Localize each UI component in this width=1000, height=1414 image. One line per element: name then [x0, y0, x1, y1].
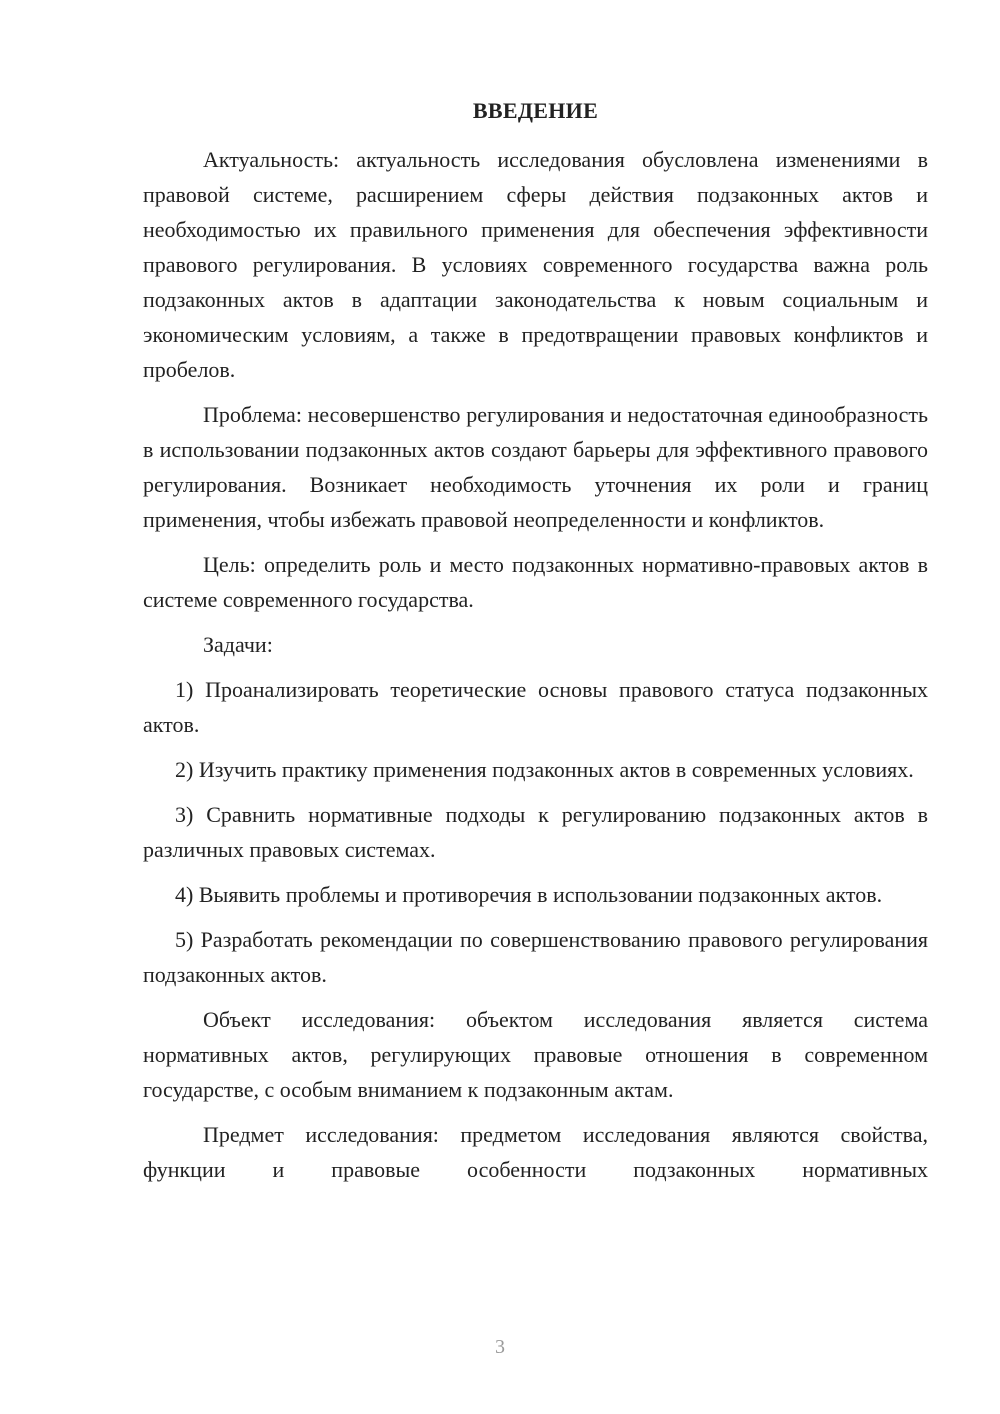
paragraph-subject: Предмет исследования: предметом исследования являются свойства, функции и правовые особенности подзаконных нормативных — [143, 1122, 928, 1182]
task-item: 1) Проанализировать теоретические основы правового статуса подзаконных актов. — [143, 677, 928, 737]
task-item: 5) Разработать рекомендации по совершенствованию правового регулирования подзаконных актов. — [143, 927, 928, 987]
task-item: 4) Выявить проблемы и противоречия в использовании подзаконных актов. — [175, 882, 883, 907]
section-heading: ВВЕДЕНИЕ — [472, 98, 599, 123]
task-item: 3) Сравнить нормативные подходы к регулированию подзаконных актов в различных правовых системах. — [143, 802, 928, 862]
paragraph-tasks-label: Задачи: — [203, 632, 273, 657]
task-item: 2) Изучить практику применения подзаконных актов в современных условиях. — [175, 757, 914, 782]
paragraph-object: Объект исследования: объектом исследования является система нормативных актов, регулирующих правовые отношения в современном государстве, с особым вниманием к подзаконным актам. — [143, 1007, 928, 1102]
paragraph-relevance: Актуальность: актуальность исследования обусловлена изменениями в правовой системе, расширением сферы действия подзаконных актов и необходимостью их правильного применения для обеспечения эффективности правового регулирования. В условиях современного государства важна роль подзаконных актов в адаптации законодательства к новым социальным и экономическим условиям, а также в предотвращении правовых конфликтов и пробелов. — [143, 147, 928, 382]
paragraph-goal: Цель: определить роль и место подзаконных нормативно-правовых актов в системе современного государства. — [143, 552, 928, 612]
page-number: 3 — [495, 1336, 505, 1358]
paragraph-problem: Проблема: несовершенство регулирования и недостаточная единообразность в использовании подзаконных актов создают барьеры для эффективного правового регулирования. Возникает необходимость уточнения их роли и границ применения, чтобы избежать правовой неопределенности и конфликтов. — [143, 402, 928, 532]
document-page — [143, 96, 928, 1197]
